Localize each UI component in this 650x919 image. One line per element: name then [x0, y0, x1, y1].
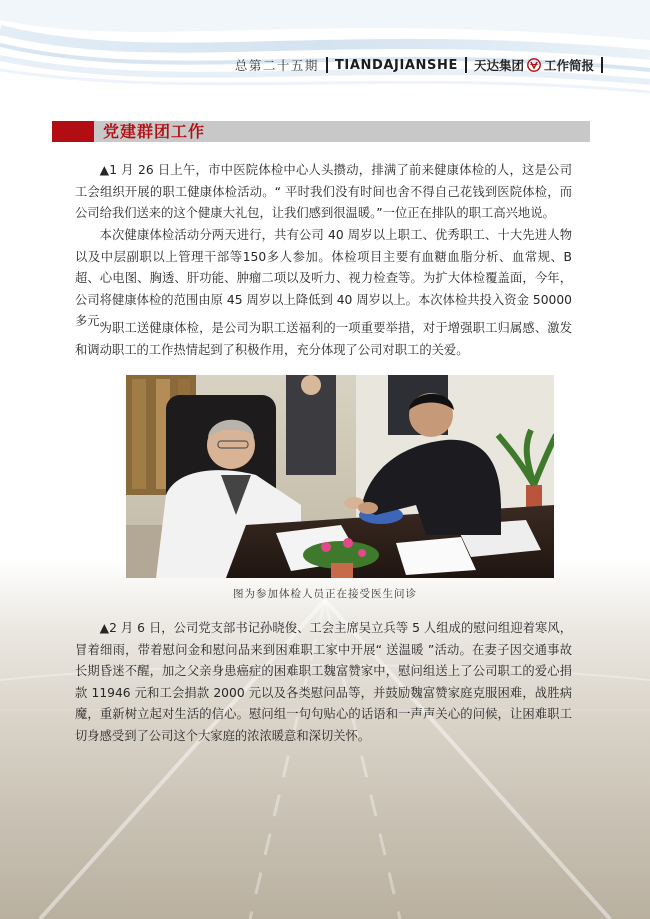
header-divider: [465, 57, 467, 73]
issue-number: 总第二十五期: [234, 58, 319, 73]
brand-name-en: TIANDAJIANSHE: [334, 57, 458, 73]
paragraph-checkup-details: 本次健康体检活动分两天进行，共有公司 40 周岁以上职工、优秀职工、十大先进人物以及中层副职以上管理干部等150多人参加。体检项目主要有血糖血脂分析、血常规、B超、心电图、胸透、肝功能、肿瘤二项以及听力、视力检查等。为扩大体检覆盖面，今年，公司将健康体检的范围由原 45 周岁以上降低到 40 周岁以上。本次体检共投入资金 50000 多元。: [75, 228, 572, 329]
page-header: [235, 56, 610, 74]
photo-caption: 图为参加体检人员正在接受医生问诊: [233, 588, 417, 600]
header-divider: [601, 57, 603, 73]
paragraph-health-checkup: ▲1 月 26 日上午，市中医院体检中心人头攒动，排满了前来健康体检的人，这是公司工会组织开展的职工健康体检活动。“ 平时我们没有时间也舍不得自己花钱到医院体检，而公司给我们送来的这个健康大礼包，让我们感到很温暖。”一位正在排队的职工高兴地说。: [75, 163, 572, 221]
section-title-bar: [52, 121, 590, 142]
paragraph-checkup-significance: 为职工送健康体检，是公司为职工送福利的一项重要举措，对于增强职工归属感、激发和调动职工的工作热情起到了积极作用，充分体现了公司对职工的关爱。: [75, 321, 572, 357]
section-accent-block: [52, 121, 94, 142]
section-title: 党建群团工作: [103, 122, 206, 141]
briefing-title: 工作简报: [543, 58, 594, 73]
company-name: 天达集团: [473, 58, 524, 73]
paragraph-warmth-visit: ▲2 月 6 日，公司党支部书记孙晓俊、工会主席吴立兵等 5 人组成的慰问组迎着寒风，冒着细雨，带着慰问金和慰问品来到困难职工家中开展“ 送温暖 ”活动。在妻子因交通事故长期昏迷不醒，加之父亲身患癌症的困难职工魏富赞家中，慰问组送上了公司职工的爱心捐款 11946 元和工会捐款 2000 元以及各类慰问品等，并鼓励魏富赞家庭克服困难，战胜病魔，重新树立起对生活的信心。慰问组一句句贴心的话语和一声声关心的问候，让困难职工切身感受到了公司这个大家庭的浓浓暖意和深切关怀。: [75, 621, 572, 743]
article-photo: [126, 375, 554, 578]
header-divider: [326, 57, 328, 73]
company-seal-icon: [527, 58, 541, 72]
header-wave-decoration: [0, 0, 650, 110]
doctor-consultation-photo: [126, 375, 554, 578]
